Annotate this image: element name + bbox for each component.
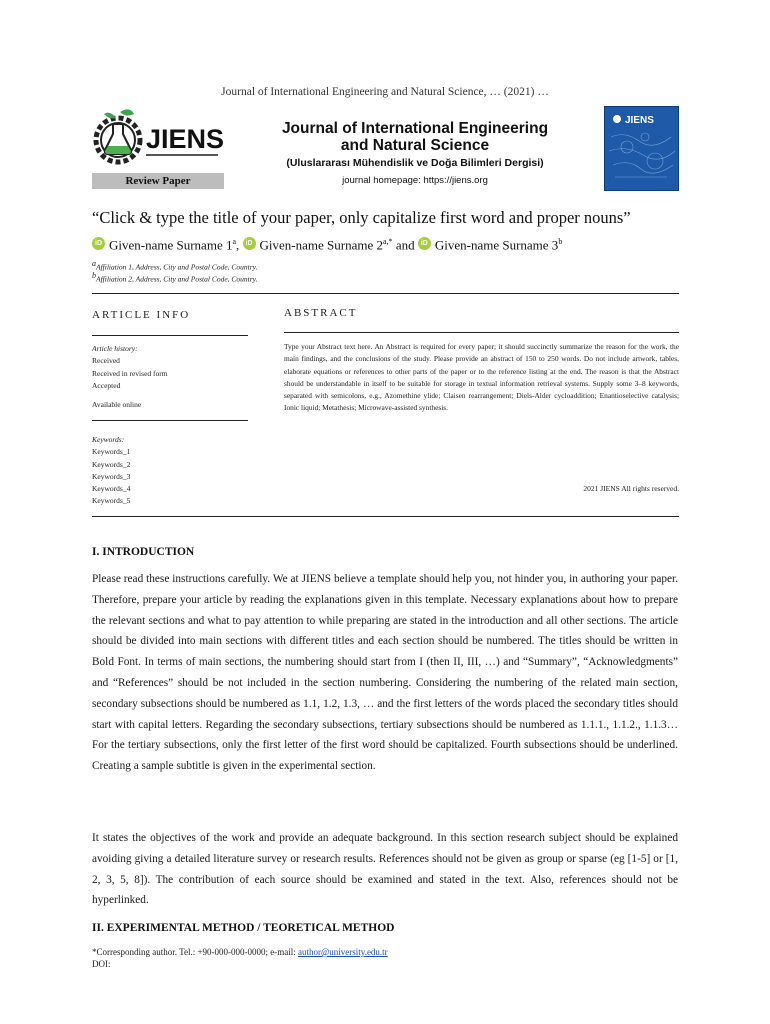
divider-abstract bbox=[284, 332, 679, 333]
orcid-icon[interactable] bbox=[243, 237, 256, 250]
affiliation-1-sup: a bbox=[92, 259, 96, 268]
available-online: Available online bbox=[92, 400, 142, 410]
article-info-heading: ARTICLE INFO bbox=[92, 309, 191, 321]
and-word: and bbox=[395, 237, 415, 253]
divider-top bbox=[92, 293, 679, 294]
keyword-item: Keywords_4 bbox=[92, 484, 131, 494]
article-history bbox=[92, 343, 252, 411]
journal-title-line2: and Natural Science bbox=[340, 137, 490, 154]
received-revised: Received in revised form bbox=[92, 368, 168, 378]
corresponding-author bbox=[92, 946, 678, 958]
keyword-item: Keywords_3 bbox=[92, 471, 131, 481]
cover-label: JIENS bbox=[625, 115, 654, 126]
paper-title: “Click & type the title of your paper, only capitalize first word and proper nouns” bbox=[92, 208, 631, 227]
received: Received bbox=[92, 356, 120, 366]
running-head: Journal of International Engineering and Natural Science, … (2021) … bbox=[221, 86, 549, 98]
author-3: Given-name Surname 3 bbox=[434, 237, 559, 253]
keyword-item: Keywords_1 bbox=[92, 447, 131, 457]
journal-title bbox=[250, 120, 580, 154]
review-paper-label: Review Paper bbox=[92, 173, 224, 189]
author-email-link[interactable]: author@university.edu.tr bbox=[298, 947, 388, 957]
intro-paragraph-1: Please read these instructions carefully. We at JIENS believe a template should help you, not hinder you, in authoring your paper. Therefore, prepare your article by reading the explanations given in this template. Necessary explanations about how to prepare the relevant sections and what to pay attention to while preparing are stated in the introduction and all other sections. The article should be divided into main sections with different titles and each section should be numbered. The titles should be written in Bold Font. In terms of main sections, the numbering should start from I (then II, III, …) and “Summary”, “Acknowledgments” and “References” should be not included in the section numbering. Considering the numbering of the related main section, secondary subsections should be numbered as 1.1, 1.2, 1.3, … and the first letters of the words placed the secondary titles should start with capital letters. Regarding the secondary subsections, tertiary subsections should be numbered as 1.1.1., 1.1.2., 1.1.3…For the tertiary subsections, only the first letter of the first word should be capitalized. Fourth subsections should be underlined. Creating a sample subtitle is given in the experimental section. bbox=[92, 573, 678, 773]
keyword-item: Keywords_2 bbox=[92, 459, 131, 469]
affiliation-1 bbox=[92, 259, 257, 272]
accepted: Accepted bbox=[92, 380, 121, 390]
author-1-sup: a bbox=[232, 237, 237, 246]
abstract-text: Type your Abstract text here. An Abstract is required for every paper; it should succinctly summarize the reason for the work, the main findings, and the conclusions of the study. Please provide an abstract of 150 to 250 words. Do not include artwork, tables, elaborate equations or references to other parts of the paper or to the reference listing at the end. The reason is that the Abstract should be understandable in itself to be suitable for storage in textual information retrieval systems. Supply some 3–8 keywords, separated with semicolons, e.g., Azomethine ylide; Claisen rearrangement; Diels-Alder cycloaddition; Enantioselective catalysis; Ionic liquid; Metathesis; Microwave-assisted synthesis. bbox=[284, 342, 679, 413]
affiliation-2-text: Affiliation 2, Address, City and Postal Code, Country. bbox=[96, 274, 258, 284]
divider-info bbox=[92, 335, 248, 336]
divider-bottom bbox=[92, 516, 679, 517]
author-2-sup: a,* bbox=[383, 237, 393, 246]
jiens-logo bbox=[92, 104, 224, 174]
affiliation-1-text: Affiliation 1, Address, City and Postal Code, Country. bbox=[96, 262, 258, 272]
cover-image bbox=[605, 107, 678, 190]
orcid-icon[interactable] bbox=[418, 237, 431, 250]
affiliation-2 bbox=[92, 271, 257, 284]
journal-title-line1: Journal of International Engineering bbox=[281, 120, 549, 137]
journal-homepage[interactable]: journal homepage: https://jiens.org bbox=[342, 175, 488, 186]
intro-heading: I. INTRODUCTION bbox=[92, 546, 195, 558]
divider-info-2 bbox=[92, 420, 248, 421]
intro-paragraph-2: It states the objectives of the work and provide an adequate background. In this section research subject should be explained avoiding giving a detailed literature survey or research results. References should not be given as group or sparse (eg [1-5] or [1, 2, 3, 5, 8]). The contribution of each source should be examined and stated in the text. Also, references should not be hyperlinked. bbox=[92, 832, 678, 907]
corresponding-text: *Corresponding author. Tel.: +90-000-000-0000; e-mail: bbox=[92, 947, 298, 957]
author-list: iDGiven-name Surname 1$^a$, iDGiven-name Surname $2^{a,*}$ and iD Given-name Surname 3$^b$ bbox=[92, 237, 692, 253]
logo-wordmark: JIENS bbox=[146, 124, 224, 154]
keyword-item: Keywords_5 bbox=[92, 496, 131, 506]
section-2-heading: II. EXPERIMENTAL METHOD / TEORETICAL METHOD bbox=[92, 922, 395, 934]
author-1: Given-name Surname 1 bbox=[109, 237, 233, 253]
orcid-icon[interactable] bbox=[92, 237, 105, 250]
copyright: 2021 JIENS All rights reserved. bbox=[583, 484, 679, 493]
author-3-sup: b bbox=[558, 237, 563, 246]
journal-cover bbox=[604, 106, 679, 191]
flask-gear-icon bbox=[92, 104, 224, 174]
abstract-heading: ABSTRACT bbox=[284, 307, 358, 319]
footnote bbox=[92, 946, 678, 970]
affiliation-2-sup: b bbox=[92, 271, 96, 280]
author-2: Given-name Surname 2 bbox=[259, 237, 383, 253]
journal-subtitle: (Uluslararası Mühendislik ve Doğa Bilimleri Dergisi) bbox=[286, 157, 544, 169]
keywords-label: Keywords: bbox=[92, 435, 125, 444]
doi: DOI: bbox=[92, 959, 111, 969]
keywords-list bbox=[92, 434, 252, 508]
history-label: Article history: bbox=[92, 344, 138, 353]
